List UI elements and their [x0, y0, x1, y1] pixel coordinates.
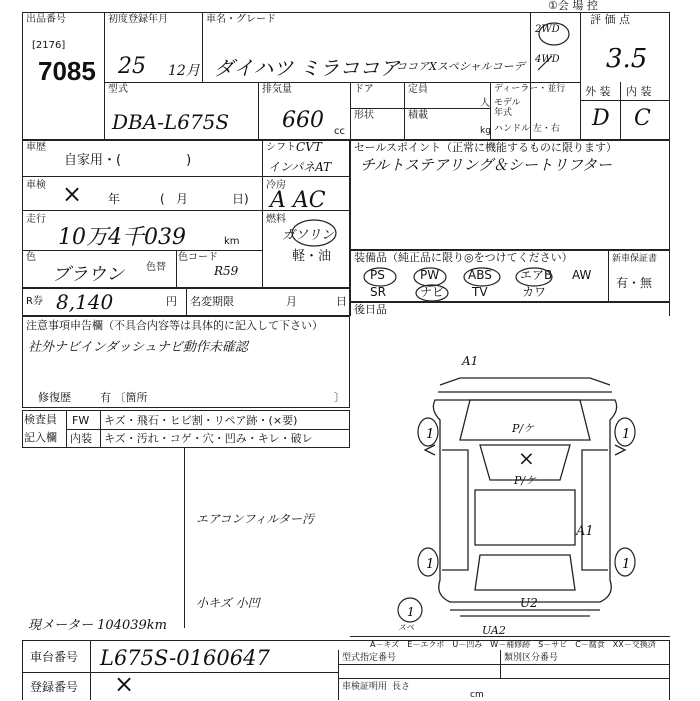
equip-ps: PS — [370, 268, 385, 282]
inspection-label: 車検 — [26, 180, 46, 191]
history-label: 車歴 — [26, 142, 46, 153]
notes-value: 社外ナビインダッシュナビ動作未確認 — [28, 340, 248, 355]
interior-defects: キズ・汚れ・コゲ・穴・凹み・キレ・破レ — [104, 432, 313, 445]
wheel-mark-rl: 1 — [426, 557, 435, 572]
type-cert-label: 型式指定番号 — [342, 653, 397, 663]
notes-label: 注意事項申告欄（不具合内容等は具体的に記入して下さい） — [26, 319, 323, 332]
drive-2wd: 2WD — [535, 24, 560, 35]
remark-filter: エアコンフィルター汚 — [196, 512, 314, 526]
lot-code: [2176] — [32, 40, 66, 51]
history-value: 自家用・( ) — [64, 153, 192, 168]
inspection-value: × — [62, 180, 83, 208]
equip-tv: TV — [472, 285, 488, 299]
equip-airbag: エアB — [520, 268, 553, 282]
color-value: ブラウン — [52, 264, 124, 285]
equip-navi: ナビ — [420, 285, 445, 299]
lot-number: 7085 — [38, 56, 96, 86]
diagram-a1-top: A1 — [462, 354, 479, 368]
equipment-circles — [350, 264, 600, 304]
name-change-month: 月 — [286, 295, 297, 308]
recycle-value: 8,140 — [56, 290, 114, 314]
shift-note: インパネAT — [268, 160, 332, 174]
color-code: R59 — [214, 264, 239, 278]
exterior-grade: D — [592, 106, 610, 131]
person-unit: 人 — [480, 98, 490, 109]
first-reg-year: 25 — [118, 54, 146, 79]
later-items-frame — [350, 302, 670, 316]
equip-abs: ABS — [468, 268, 492, 282]
wheel-mark-fl: 1 — [426, 427, 435, 442]
shift-label: シフト — [266, 142, 296, 153]
interior-label-row: 内装 — [70, 432, 92, 445]
year-label: 年式 — [494, 108, 513, 118]
color-label: 色 — [26, 252, 36, 263]
name-change-label: 名変期限 — [190, 295, 234, 308]
inspection-day-label: 日) — [232, 192, 249, 206]
model-value: DBA-L675S — [112, 110, 230, 134]
rating-label: 評 価 点 — [590, 13, 630, 26]
name-change-day: 日 — [336, 295, 347, 308]
fuel-label: 燃料 — [266, 214, 286, 225]
first-reg-label: 初度登録年月 — [108, 14, 168, 25]
cc-unit: cc — [334, 126, 345, 137]
diagram-a1-side: A1 — [576, 524, 594, 539]
mileage-label: 走行 — [26, 214, 46, 225]
shape-label: 形状 — [354, 110, 374, 121]
shift-value: CVT — [296, 140, 322, 154]
displacement-value: 660 — [282, 108, 324, 133]
meter-value: 現メーター 104039km — [28, 618, 167, 633]
interior-label: 内 装 — [626, 85, 652, 98]
reg-label: 登録番号 — [30, 680, 79, 694]
warranty-label: 新車保証書 — [612, 254, 658, 264]
diagram-spare: スペ — [398, 623, 414, 632]
color-code-label: 色コード — [178, 252, 218, 263]
car-diagram — [380, 340, 680, 640]
equip-aw: AW — [572, 268, 592, 282]
spare-mark: 1 — [407, 605, 415, 619]
equip-sr: SR — [370, 285, 386, 299]
later-items-label: 後日品 — [354, 303, 387, 316]
car-name: ダイハツ ミラココア — [214, 56, 400, 80]
inspector-label: 検査員 — [24, 413, 57, 426]
interior-grade: C — [634, 106, 651, 131]
capacity-label: 定員 — [408, 84, 428, 95]
drive-mark-circle — [530, 12, 580, 82]
diagram-pillar1: P/ケ — [512, 422, 535, 435]
warranty-value: 有・無 — [616, 276, 653, 290]
load-label: 積載 — [408, 110, 428, 121]
fuel-light: 軽・油 — [292, 249, 332, 264]
dealer-label: ディーラー・並行 — [494, 84, 566, 94]
reg-value: × — [114, 670, 135, 698]
inspection-paren: ( — [160, 192, 165, 206]
fw-label: FW — [72, 414, 90, 427]
mileage-value: 10万4千039 — [58, 225, 186, 250]
repair-label: 修復歴 — [38, 391, 71, 404]
cm-unit: cm — [470, 690, 484, 700]
remark-scratch: 小キズ 小凹 — [196, 596, 260, 610]
equip-pw: PW — [420, 268, 440, 282]
rating-value: 3.5 — [606, 44, 648, 74]
wheel-mark-rr: 1 — [622, 557, 631, 572]
copy-label: ①会 場 控 — [548, 0, 598, 12]
lot-label: 出品番号 — [26, 14, 66, 25]
fuel-gasoline: ガソリン — [282, 228, 335, 243]
door-label: ドア — [354, 84, 374, 95]
handle-label: ハンドル 左・右 — [494, 124, 560, 134]
repair-close: 〕 — [334, 391, 345, 404]
grade: ココアXスペシャルコーデ — [396, 60, 525, 73]
chassis-value: L675S-0160647 — [100, 646, 270, 670]
cert-label: 車検証明用 — [342, 682, 388, 692]
exterior-defects: キズ・飛石・ヒビ割・リペア跡・(×要) — [104, 414, 298, 427]
displacement-label: 排気量 — [262, 84, 292, 95]
class-label: 類別区分番号 — [504, 653, 559, 663]
sales-point-label: セールスポイント（正常に機能するものに限ります） — [354, 141, 618, 154]
first-reg-month: 12月 — [168, 63, 200, 79]
model-year-label: モデル — [494, 98, 521, 108]
equip-leather: カワ — [522, 285, 547, 299]
chassis-label: 車台番号 — [30, 650, 79, 664]
yen-unit: 円 — [166, 295, 177, 308]
recycle-label: R券 — [26, 296, 43, 307]
fuel-circle — [290, 214, 340, 248]
length-label: 長さ — [392, 682, 411, 692]
diagram-ua2: UA2 — [482, 624, 506, 637]
drive-4wd: 4WD — [535, 54, 560, 65]
repair-value: 有 〔箇所 — [100, 391, 148, 404]
equipment-label: 装備品（純正品に限り◎をつけてください） — [354, 251, 573, 264]
car-name-label: 車名・グレード — [206, 14, 276, 25]
sales-point-value: チルトステアリング＆シートリフター — [360, 156, 612, 174]
wheel-mark-fr: 1 — [622, 427, 631, 442]
km-unit: km — [224, 236, 240, 247]
entry-label: 記入欄 — [24, 431, 57, 444]
damage-legend: A－キズ E－エクボ U－凹み W－補修跡 S－サビ C－腐食 XX－交換済 — [370, 640, 656, 649]
diagram-x-mark: × — [518, 446, 535, 470]
inspection-month-label: 月 — [176, 192, 189, 206]
kg-unit: kg — [480, 126, 491, 136]
ac-value: A AC — [270, 188, 326, 213]
model-label: 型式 — [108, 84, 128, 95]
diagram-u2: U2 — [520, 596, 538, 610]
color-change-label: 色替 — [146, 262, 166, 273]
ac-label: 冷房 — [266, 180, 286, 191]
inspection-year-label: 年 — [108, 192, 121, 206]
diagram-pillar2: P/ケ — [514, 474, 537, 487]
exterior-label: 外 装 — [585, 85, 611, 98]
